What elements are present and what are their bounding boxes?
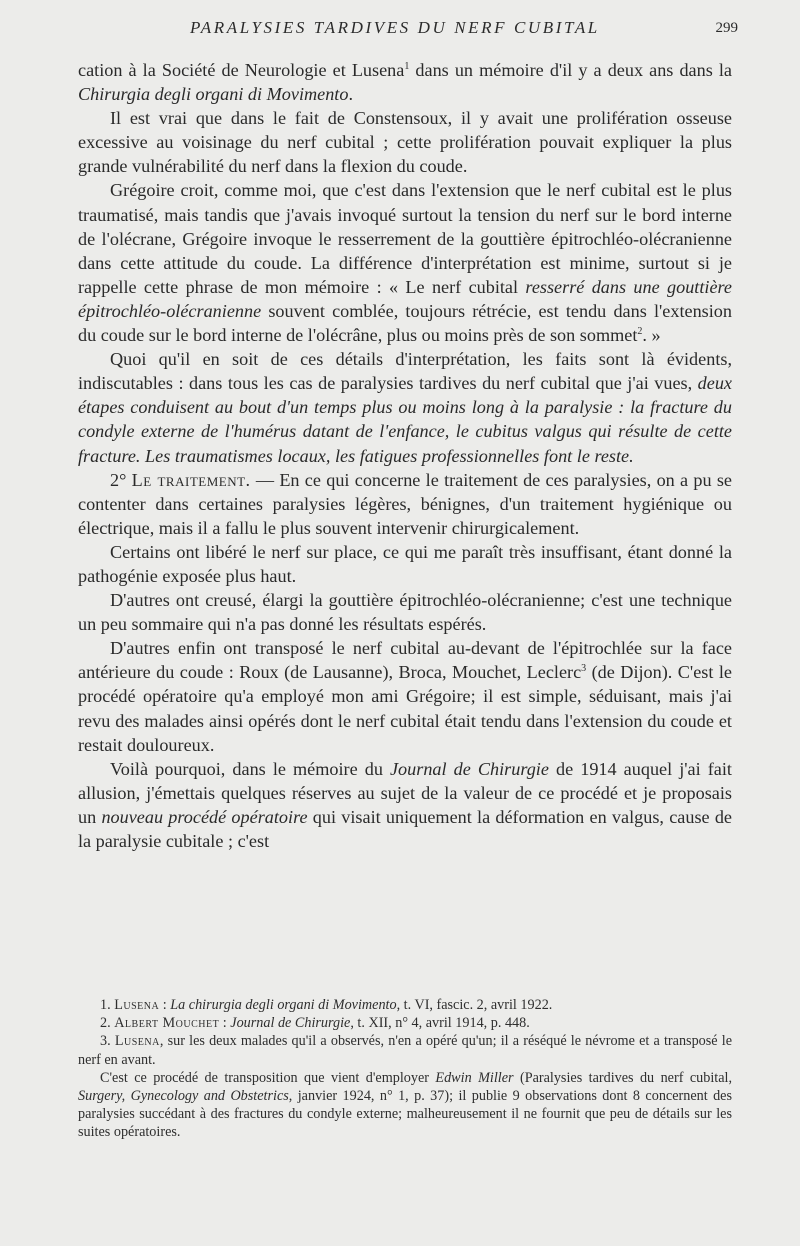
footnote-2: 2. Albert Mouchet : Journal de Chirurgie, t. XII, n° 4, avril 1914, p. 448.: [100, 1015, 530, 1032]
paragraph-1: cation à la Société de Neurologie et Lusena$^1$ dans un mémoire d'il y a deux ans dans la Chirurgia degli organi di Movimento.: [78, 60, 732, 105]
paragraph-2: Il est vrai que dans le fait de Constensoux, il y avait une prolifération osseuse excessive au voisinage du nerf cubital ; cette prolifération pouvait expliquer la plus grande vulnérabilité du nerf dans la flexion du coude.: [78, 108, 732, 177]
journal-title: Journal de Chirurgie: [389, 758, 549, 779]
paragraph-3: Grégoire croit, comme moi, que c'est dans l'extension que le nerf cubital est le plus traumatisé, mais tandis que j'avais invoqué surtout la tension du nerf sur le bord interne de l'olécrane, Grégoire invoque le resserrement de la gouttière épitrochléo-olécranienne dans cette attitude du coude. La différence d'interprétation est minime, surtout si je rappelle cette phrase de mon mémoire : « Le nerf cubital resserré dans une gouttière épitrochléo-olécranienne souvent comblée, toujours rétrécie, est tendu dans l'extension du coude sur le bord interne de l'olécrâne, plus ou moins près de son sommet$^2$. »: [78, 180, 732, 346]
paragraph-7: D'autres ont creusé, élargi la gouttière épitrochléo-olécranienne; c'est une technique un peu sommaire qui n'a pas donné les résultats espérés.: [78, 590, 732, 635]
footnote-ref-1: 1: [404, 60, 410, 72]
paragraph-8: D'autres enfin ont transposé le nerf cubital au-devant de l'épitrochlée sur la face antérieure du coude : Roux (de Lausanne), Broca, Mouchet, Leclerc$^3$ (de Dijon). C'est le procédé opératoire qu'a employé mon ami Grégoire; il est simple, séduisant, mais j'ai revu des malades ainsi opérés dont le nerf cubital était tendu dans l'extension du coude et restait douloureux.: [78, 638, 733, 755]
running-title: PARALYSIES TARDIVES DU NERF CUBITAL: [190, 18, 600, 37]
journal-title: Chirurgia degli organi di Movimento: [78, 84, 349, 105]
paragraph-4: Quoi qu'il en soit de ces détails d'interprétation, les faits sont là évidents, indiscutables : dans tous les cas de paralysies tardives du nerf cubital que j'ai vues, deux étapes conduisent au bout d'un temps plus ou moins long à la paralysie : la fracture du condyle externe de l'humérus datant de l'enfance, le cubitus valgus qui résulte de cette fracture. Les traumatismes locaux, les fatigues professionnelles font le reste.: [78, 349, 732, 466]
paragraph-9: Voilà pourquoi, dans le mémoire du Journal de Chirurgie de 1914 auquel j'ai fait allusion, j'émettais quelques réserves au sujet de la valeur de ce procédé et je proposais un nouveau procédé opératoire qui visait uniquement la déformation en valgus, cause de la paralysie cubitale ; c'est: [78, 758, 733, 851]
section-heading-paragraph: 2° Le traitement. — En ce qui concerne le traitement de ces paralysies, on a pu se contenter dans certaines paralysies légères, bénignes, d'un traitement hygiénique ou électrique, mais il a fallu le plus souvent intervenir chirurgicalement.: [78, 469, 733, 538]
footnote-ref-2: 2: [637, 325, 643, 337]
section-number: 2°: [110, 469, 127, 490]
footnotes: [78, 996, 732, 1142]
paragraph-6: Certains ont libéré le nerf sur place, ce qui me paraît très insuffisant, étant donné la pathogénie exposée plus haut.: [78, 541, 732, 586]
section-heading: Le traitement.: [131, 469, 251, 490]
footnote-3: 3. Lusena, sur les deux malades qu'il a observés, n'en a opéré qu'un; il a réséqué le névrome et a transposé le nerf en avant.: [78, 1033, 733, 1068]
footnote-ref-3: 3: [581, 663, 587, 675]
body-text: [78, 58, 732, 853]
footnote-1: 1. Lusena : La chirurgia degli organi di Movimento, t. VI, fascic. 2, avril 1922.: [100, 997, 553, 1013]
procedure-italic: nouveau procédé opératoire: [101, 806, 308, 827]
page-number: 299: [715, 20, 738, 36]
running-head: [0, 18, 800, 46]
footnote-3-continued: C'est ce procédé de transposition que vient d'employer Edwin Miller (Paralysies tardives du nerf cubital, Surgery, Gynecology and Obstetrics, janvier 1924, n° 1, p. 37); il publie 9 observations dont 8 concernent des paralysies succédant à des fractures du condyle externe; malheureusement il ne fournit que peu de détails sur les suites opératoires.: [78, 1069, 732, 1141]
quoted-italic: resserré dans une gouttière épitrochléo-olécranienne: [78, 276, 732, 321]
conclusion-italic: deux étapes conduisent au bout d'un temps plus ou moins long à la paralysie : la fracture du condyle externe de l'humérus datant de l'enfance, le cubitus valgus qui résulte de cette fracture. Les traumatismes locaux, les fatigues professionnelles font le reste.: [78, 373, 732, 466]
